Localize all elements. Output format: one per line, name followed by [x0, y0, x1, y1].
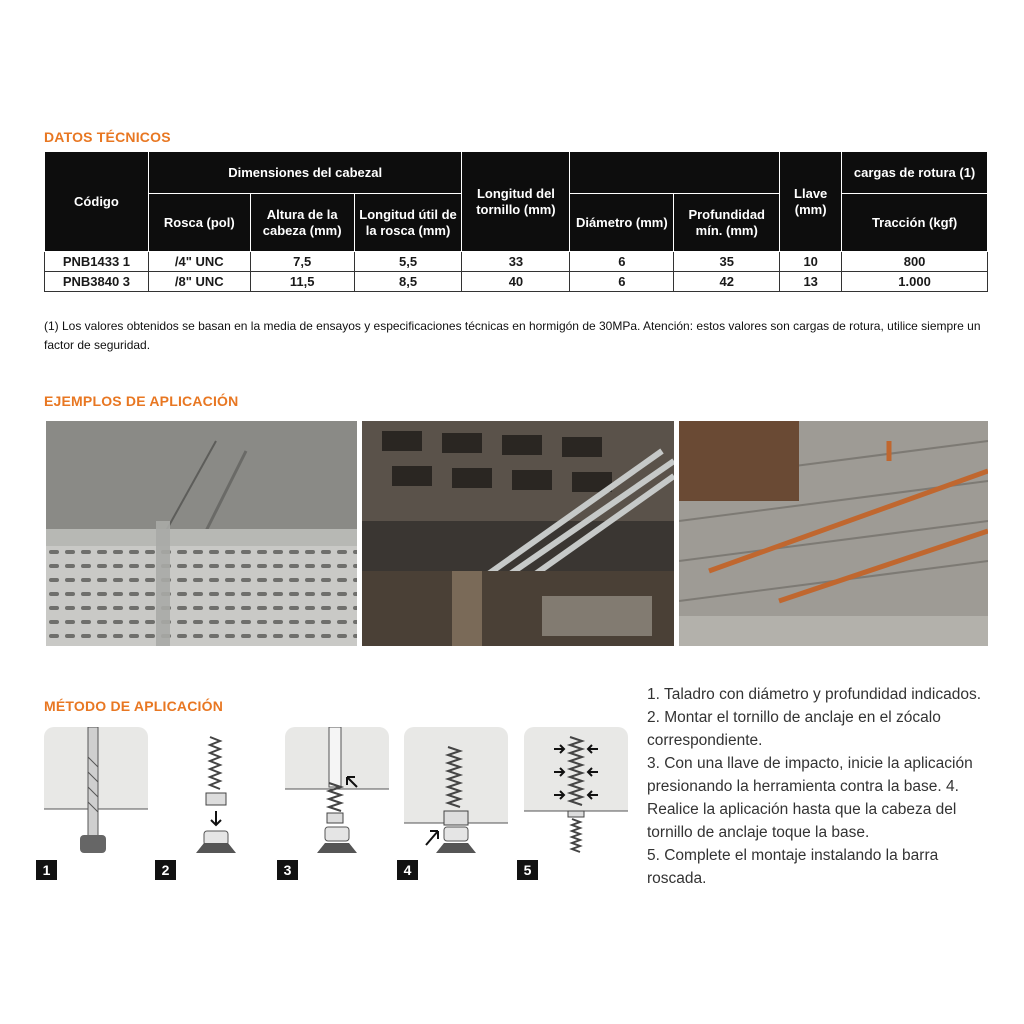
- instruction-1: 1. Taladro con diámetro y profundidad indicados.: [647, 686, 982, 703]
- step-3-illustration: [285, 727, 389, 853]
- cell-rosca: /8" UNC: [148, 272, 250, 292]
- header-longitud-tornillo: Longitud del tornillo (mm): [462, 152, 570, 252]
- instruction-2: 2. Montar el tornillo de anclaje en el zócalo correspondiente.: [647, 709, 941, 749]
- step-number-5: 5: [517, 860, 538, 880]
- cell-traccion: 800: [842, 252, 988, 272]
- instruction-4: 5. Complete el montaje instalando la barra roscada.: [647, 847, 939, 887]
- cell-profundidad: 35: [674, 252, 780, 272]
- header-rosca: Rosca (pol): [148, 194, 250, 252]
- example-photo-copper-pipes: [679, 421, 988, 646]
- cell-altura: 7,5: [250, 252, 354, 272]
- cell-altura: 11,5: [250, 272, 354, 292]
- cell-codigo: PNB3840 3: [45, 272, 149, 292]
- step-4-illustration: [404, 727, 508, 853]
- technical-data-title: DATOS TÉCNICOS: [44, 129, 171, 145]
- header-cargas: cargas de rotura (1): [842, 152, 988, 194]
- header-altura: Altura de la cabeza (mm): [250, 194, 354, 252]
- method-title: MÉTODO DE APLICACIÓN: [44, 698, 224, 714]
- instruction-3: 3. Con una llave de impacto, inicie la aplicación presionando la herramienta contra la base. 4. Realice la aplicación hasta que la cabeza del tornillo de anclaje toque la base.: [647, 755, 973, 841]
- step-5-illustration: [524, 727, 628, 853]
- header-empty: [570, 152, 780, 194]
- cell-longitud-util: 8,5: [354, 272, 462, 292]
- cell-traccion: 1.000: [842, 272, 988, 292]
- step-number-4: 4: [397, 860, 418, 880]
- header-profundidad: Profundidad mín. (mm): [674, 194, 780, 252]
- cell-longitud-tornillo: 40: [462, 272, 570, 292]
- step-number-1: 1: [36, 860, 57, 880]
- example-photo-pipes: [362, 421, 674, 646]
- cell-profundidad: 42: [674, 272, 780, 292]
- header-llave: Llave (mm): [780, 152, 842, 252]
- step-2-illustration: [164, 727, 268, 853]
- cell-diametro: 6: [570, 252, 674, 272]
- examples-title: EJEMPLOS DE APLICACIÓN: [44, 393, 239, 409]
- cell-llave: 13: [780, 272, 842, 292]
- cell-rosca: /4" UNC: [148, 252, 250, 272]
- step-number-3: 3: [277, 860, 298, 880]
- technical-data-table: [44, 151, 988, 292]
- cell-longitud-tornillo: 33: [462, 252, 570, 272]
- header-diametro: Diámetro (mm): [570, 194, 674, 252]
- cell-llave: 10: [780, 252, 842, 272]
- table-row: [45, 272, 988, 292]
- cell-longitud-util: 5,5: [354, 252, 462, 272]
- cell-codigo: PNB1433 1: [45, 252, 149, 272]
- step-1-illustration: [44, 727, 148, 853]
- header-dimensiones: Dimensiones del cabezal: [148, 152, 462, 194]
- header-traccion: Tracción (kgf): [842, 194, 988, 252]
- header-codigo: Código: [45, 152, 149, 252]
- technical-note: (1) Los valores obtenidos se basan en la media de ensayos y especificaciones técnicas en hormigón de 30MPa. Atención: estos valores son cargas de rotura, utilice siempre un factor de seguridad.: [44, 319, 981, 352]
- step-number-2: 2: [155, 860, 176, 880]
- table-row: [45, 252, 988, 272]
- method-instructions: [647, 683, 997, 890]
- example-photo-cable-tray: [46, 421, 357, 646]
- header-longitud-util: Longitud útil de la rosca (mm): [354, 194, 462, 252]
- cell-diametro: 6: [570, 272, 674, 292]
